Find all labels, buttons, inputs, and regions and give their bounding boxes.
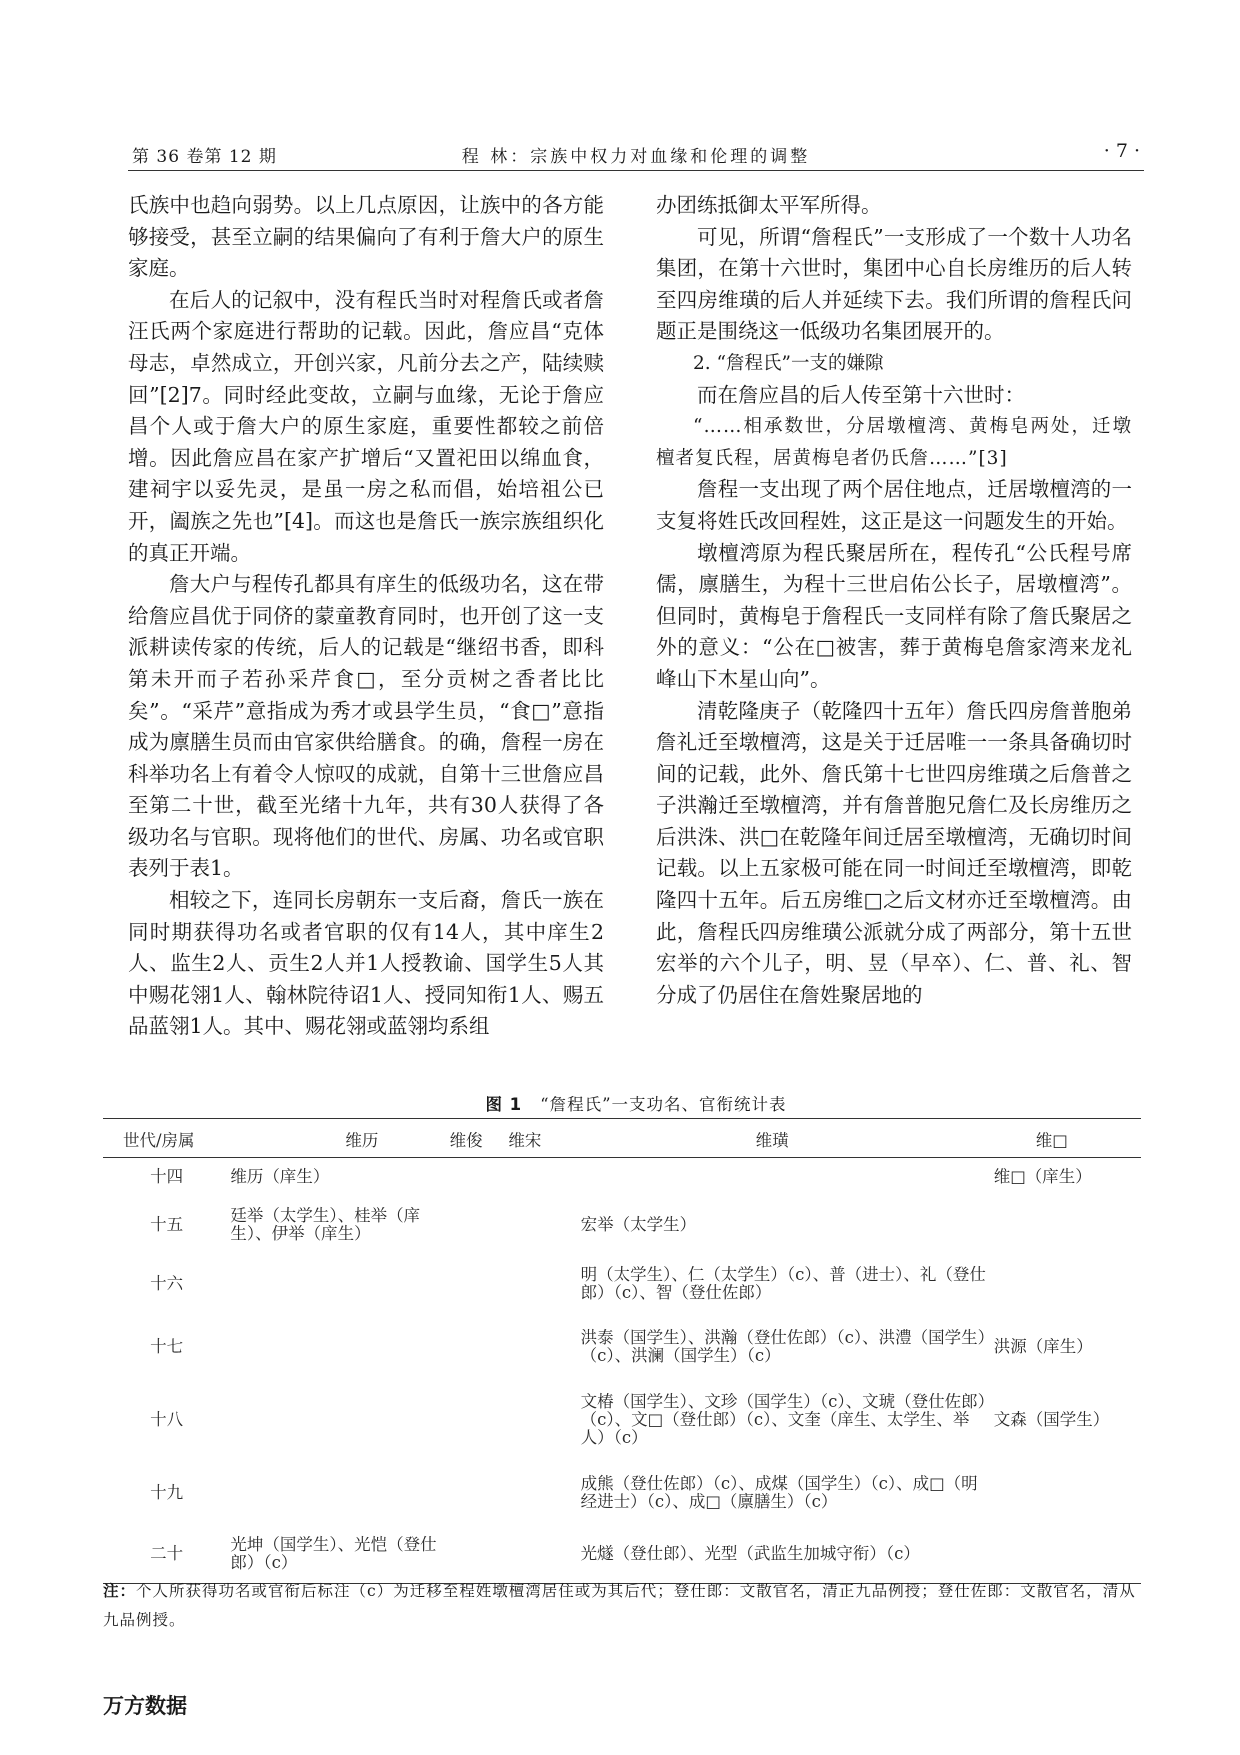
cell-weisong	[508, 1314, 580, 1380]
cell-weili	[230, 1314, 449, 1380]
column-header: 世代/房属	[103, 1119, 230, 1158]
cell-weihuang: 文椿（国学生）、文珍（国学生）（c）、文琥（登仕佐郎）（c）、文□（登仕郎）（c）、文奎（庠生、太学生、举人）（c）	[580, 1391, 986, 1447]
paragraph: 相较之下，连同长房朝东一支后裔，詹氏一族在同时期获得功名或者官职的仅有14人，其中庠生2人、监生2人、贡生2人并1人授教谕、国学生5人其中赐花翎1人、翰林院待诏1人、授同知衔1人、赐五品蓝翎1人。其中、赐花翎或蓝翎均系组	[128, 888, 604, 1039]
volume-issue: 第 36 卷第 12 期	[132, 147, 277, 167]
cell-weili	[230, 1254, 449, 1314]
column-header-text: 维璜	[755, 1131, 789, 1150]
table-header-row	[103, 1119, 1141, 1158]
figure-label: 图 1	[485, 1095, 523, 1114]
note-text: 个人所获得功名或官衔后标注（c）为迁移至程姓墩檀湾居住或为其后代；登仕郎：文散官名，清正九品例授；登仕佐郎：文散官名，清从九品例授。	[103, 1582, 1136, 1629]
cell-weijun	[450, 1196, 509, 1254]
paragraph: 而在詹应昌的后人传至第十六世时：	[697, 382, 1025, 407]
section-heading: 2. “詹程氏”一支的嫌隙	[693, 352, 884, 374]
cell-weibox: 洪源（庠生）	[993, 1336, 1093, 1356]
paragraph: 办团练抵御太平军所得。	[656, 193, 882, 217]
cell-weibox: 维□（庠生）	[993, 1166, 1092, 1186]
cell-weili	[230, 1460, 449, 1526]
cell-weisong	[508, 1526, 580, 1584]
cell-weisong	[508, 1254, 580, 1314]
cell-weijun	[450, 1380, 509, 1460]
cell-weijun	[450, 1314, 509, 1380]
paragraph: 詹大户与程传孔都具有庠生的低级功名，这在带给詹应昌优于同侪的蒙童教育同时，也开创了这一支派耕读传家的传统，后人的记载是“继绍书香，即科第未开而子若孙采芹食□，至分贡树之香者比比矣”。“采芹”意指成为秀才或县学生员，“食□”意指成为廪膳生员而由官家供给膳食。的确，詹程一房在科举功名上有着令人惊叹的成就，自第十三世詹应昌至第二十世，截至光绪十九年，共有30人获得了各级功名与官职。现将他们的世代、房属、功名或官职表列于表1。	[128, 572, 604, 881]
column-header-text: 维历	[345, 1131, 379, 1150]
cell-weihuang: 洪泰（国学生）、洪瀚（登仕佐郎）（c）、洪澧（国学生）（c）、洪澜（国学生）（c）	[580, 1327, 986, 1365]
cell-weijun	[450, 1158, 509, 1196]
right-column	[656, 190, 1132, 1011]
footer-watermark: 万方数据	[103, 1694, 187, 1718]
table-row	[103, 1526, 1141, 1584]
column-header	[230, 1119, 449, 1158]
table-row	[103, 1158, 1141, 1196]
cell-weisong	[508, 1380, 580, 1460]
paragraph: 清乾隆庚子（乾隆四十五年）詹氏四房詹普胞弟詹礼迁至墩檀湾，这是关于迁居唯一一条具备确切时间的记载，此外、詹氏第十七世四房维璜之后詹普之子洪瀚迁至墩檀湾，并有詹普胞兄詹仁及长房维历之后洪洙、洪□在乾隆年间迁居至墩檀湾，无确切时间记载。以上五家极可能在同一时间迁至墩檀湾，即乾隆四十五年。后五房维□之后文材亦迁至墩檀湾。由此，詹程氏四房维璜公派就分成了两部分，第十五世宏举的六个儿子，明、昱（早卒）、仁、普、礼、智分成了仍居住在詹姓聚居地的	[656, 698, 1132, 1007]
cell-weibox	[994, 1196, 1141, 1254]
column-header	[994, 1119, 1141, 1158]
page-number: · 7 ·	[1103, 140, 1140, 162]
cell-generation: 二十	[103, 1526, 230, 1584]
note-label: 注：	[103, 1582, 137, 1600]
paragraph: 在后人的记叙中，没有程氏当时对程詹氏或者詹汪氏两个家庭进行帮助的记载。因此，詹应昌“克体母志，卓然成立，开创兴家，凡前分去之产，陆续赎回”[2]7。同时经此变故，立嗣与血缘，无论于詹应昌个人或于詹大户的原生家庭，重要性都较之前倍增。因此詹应昌在家产扩增后“又置祀田以绵血食，建祠宇以妥先灵，是虽一房之私而倡，始培祖公已开，阖族之先也”[4]。而这也是詹氏一族宗族组织化的真正开端。	[128, 287, 604, 565]
cell-weili	[230, 1380, 449, 1460]
cell-weisong	[508, 1196, 580, 1254]
cell-generation: 十五	[150, 1214, 184, 1234]
stats-table	[103, 1118, 1141, 1584]
paragraph: 墩檀湾原为程氏聚居所在，程传孔“公氏程号席儒，廪膳生，为程十三世启佑公长子，居墩檀湾”。但同时，黄梅皂于詹程氏一支同样有除了詹氏聚居之外的意义：“公在□被害，葬于黄梅皂詹家湾来龙礼峰山下木星山向”。	[656, 540, 1132, 691]
table-row	[103, 1196, 1141, 1254]
column-header: 维宋	[508, 1119, 580, 1158]
column-header: 维俊	[450, 1119, 509, 1158]
cell-weihuang: 宏举（太学生）	[580, 1214, 697, 1234]
cell-weihuang: 光燧（登仕郎）、光型（武监生加城守衔）（c）	[581, 1526, 994, 1584]
cell-weibox	[994, 1460, 1141, 1526]
cell-weijun	[450, 1526, 509, 1584]
cell-generation: 十七	[150, 1336, 184, 1356]
cell-generation: 十九	[150, 1482, 184, 1502]
cell-weibox	[994, 1526, 1141, 1584]
cell-weili: 廷举（太学生）、桂举（庠生）、伊举（庠生）	[230, 1205, 421, 1243]
cell-weisong	[508, 1460, 580, 1526]
cell-weibox: 文森（国学生）	[993, 1409, 1110, 1429]
cell-generation: 十六	[150, 1273, 184, 1293]
cell-weihuang	[581, 1158, 994, 1196]
paragraph: 可见，所谓“詹程氏”一支形成了一个数十人功名集团，在第十六世时，集团中心自长房维历的后人转至四房维璜的后人并延续下去。我们所谓的詹程氏问题正是围绕这一低级功名集团展开的。	[656, 224, 1132, 344]
cell-weisong	[508, 1158, 580, 1196]
cell-generation: 十八	[150, 1409, 184, 1429]
table-row	[103, 1314, 1141, 1380]
cell-weili: 光坤（国学生）、光恺（登仕郎）（c）	[230, 1526, 449, 1584]
cell-generation: 十四	[150, 1166, 184, 1186]
paragraph: 氏族中也趋向弱势。以上几点原因，让族中的各方能够接受，甚至立嗣的结果偏向了有利于詹大户的原生家庭。	[128, 193, 604, 281]
cell-weihuang: 成熊（登仕佐郎）（c）、成煤（国学生）（c）、成□（明经进士）（c）、成□（廪膳生）（c）	[580, 1473, 978, 1511]
cell-weibox	[994, 1254, 1141, 1314]
paragraph: 詹程一支出现了两个居住地点，迁居墩檀湾的一支复将姓氏改回程姓，这正是这一问题发生的开始。	[656, 477, 1132, 533]
left-column	[128, 190, 604, 1043]
cell-weihuang: 明（太学生）、仁（太学生）（c）、普（进士）、礼（登仕郎）（c）、智（登仕佐郎）	[580, 1264, 986, 1302]
figure-title: “詹程氏”一支功名、官衔统计表	[540, 1095, 787, 1114]
cell-weili: 维历（庠生）	[230, 1166, 330, 1186]
table-row	[103, 1254, 1141, 1314]
cell-weijun	[450, 1460, 509, 1526]
table-row	[103, 1380, 1141, 1460]
running-header	[128, 138, 1144, 171]
table-row	[103, 1460, 1141, 1526]
figure-caption	[128, 1091, 1144, 1115]
cell-weijun	[450, 1254, 509, 1314]
column-header	[581, 1119, 994, 1158]
running-title: 程 林：宗族中权力对血缘和伦理的调整	[461, 147, 811, 167]
block-quote: “……相承数世，分居墩檀湾、黄梅皂两处，迁墩檀者复氏程，居黄梅皂者仍氏詹……”[3]	[656, 416, 1132, 469]
table-note	[103, 1577, 1141, 1635]
column-header-text: 维□	[1035, 1131, 1068, 1150]
